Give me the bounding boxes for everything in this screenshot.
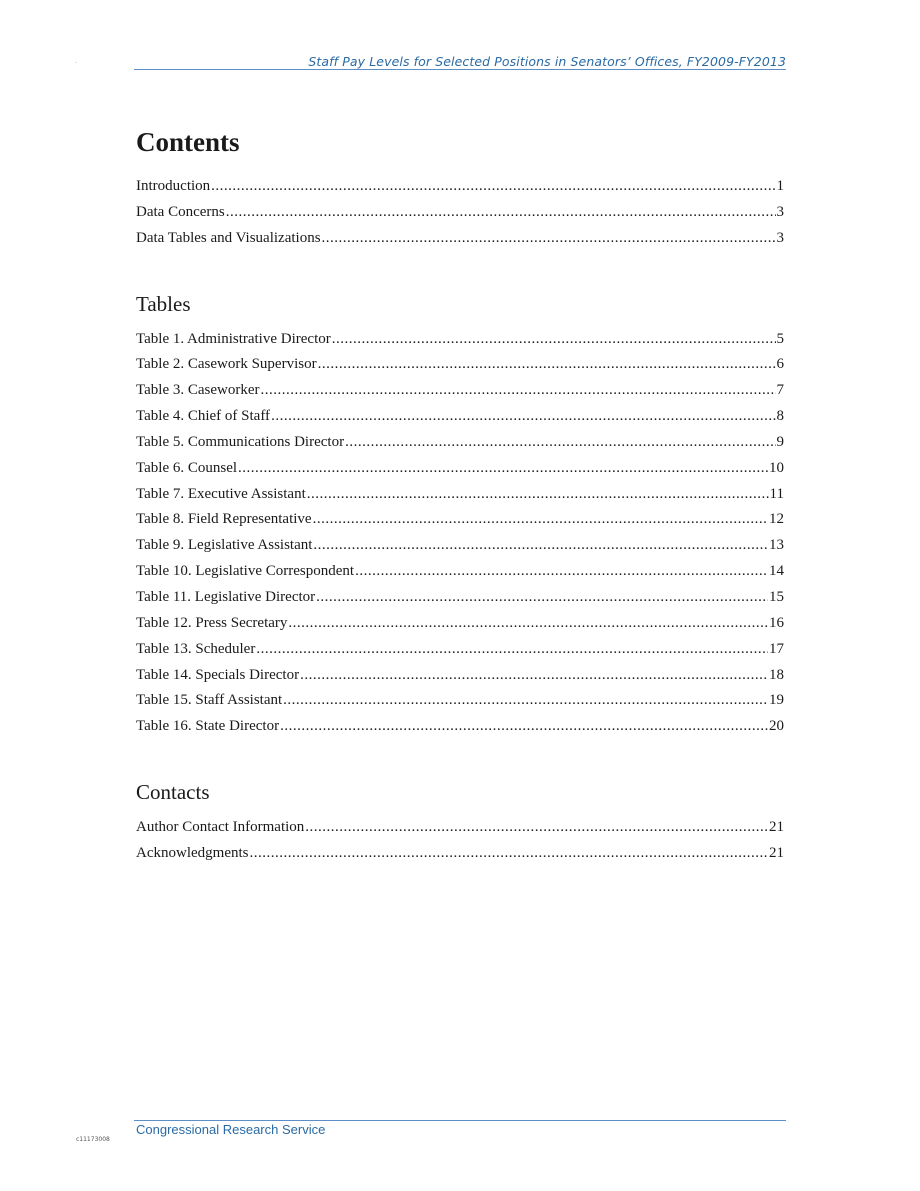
toc-entry[interactable] bbox=[136, 559, 784, 585]
dot-leader bbox=[300, 663, 768, 689]
dot-leader bbox=[261, 378, 776, 404]
tables-section bbox=[136, 290, 784, 741]
toc-entry[interactable] bbox=[136, 611, 784, 637]
toc-entry[interactable] bbox=[136, 585, 784, 611]
contacts-list bbox=[136, 815, 784, 867]
toc-entry-page-number: 6 bbox=[776, 356, 784, 373]
toc-entry[interactable] bbox=[136, 352, 784, 378]
dot-leader bbox=[238, 456, 768, 482]
toc-entry-label: Table 13. Scheduler bbox=[136, 640, 256, 657]
toc-entry-label: Table 10. Legislative Correspondent bbox=[136, 563, 355, 580]
dot-leader bbox=[288, 611, 768, 637]
toc-entry-label: Data Tables and Visualizations bbox=[136, 229, 321, 246]
toc-entry-page-number: 11 bbox=[769, 485, 784, 502]
document-code: c11173008 bbox=[76, 1136, 110, 1143]
toc-entry[interactable] bbox=[136, 200, 784, 226]
toc-entry[interactable] bbox=[136, 714, 784, 740]
toc-entry-page-number: 21 bbox=[769, 844, 784, 861]
toc-entry[interactable] bbox=[136, 815, 784, 841]
dot-leader bbox=[280, 714, 768, 740]
toc-entry-page-number: 7 bbox=[776, 382, 784, 399]
toc-entry-label: Table 4. Chief of Staff bbox=[136, 408, 271, 425]
toc-entry-page-number: 9 bbox=[776, 433, 784, 450]
dot-leader bbox=[313, 533, 768, 559]
contents-heading: Contents bbox=[136, 127, 240, 157]
contacts-section bbox=[136, 778, 784, 867]
toc-entry-label: Table 5. Communications Director bbox=[136, 433, 345, 450]
toc-entry-page-number: 17 bbox=[769, 640, 784, 657]
contents-section bbox=[136, 120, 784, 252]
toc-entry-label: Table 14. Specials Director bbox=[136, 666, 300, 683]
header-divider bbox=[134, 69, 786, 70]
toc-entry[interactable] bbox=[136, 841, 784, 867]
toc-entry[interactable] bbox=[136, 533, 784, 559]
toc-entry[interactable] bbox=[136, 404, 784, 430]
dot-leader bbox=[249, 841, 768, 867]
toc-entry-page-number: 1 bbox=[776, 178, 784, 194]
dot-leader bbox=[318, 352, 776, 378]
toc-entry[interactable] bbox=[136, 226, 784, 252]
toc-entry[interactable] bbox=[136, 507, 784, 533]
toc-entry-page-number: 12 bbox=[769, 511, 784, 528]
toc-entry-label: Introduction bbox=[136, 178, 211, 194]
toc-entry-label: Author Contact Information bbox=[136, 819, 305, 836]
toc-entry-page-number: 13 bbox=[769, 537, 784, 554]
toc-entry[interactable] bbox=[136, 174, 784, 200]
dot-leader bbox=[256, 637, 768, 663]
toc-entry-page-number: 3 bbox=[776, 229, 784, 246]
toc-entry[interactable] bbox=[136, 482, 784, 508]
toc-entry-page-number: 15 bbox=[769, 588, 784, 605]
toc-entry-label: Table 15. Staff Assistant bbox=[136, 692, 283, 709]
toc-entry[interactable] bbox=[136, 430, 784, 456]
page-marker: · bbox=[75, 60, 77, 67]
dot-leader bbox=[307, 482, 769, 508]
dot-leader bbox=[345, 430, 775, 456]
toc-entry[interactable] bbox=[136, 688, 784, 714]
toc-entry-label: Table 8. Field Representative bbox=[136, 511, 312, 528]
toc-entry-page-number: 3 bbox=[776, 203, 784, 220]
toc-entry-label: Table 16. State Director bbox=[136, 718, 280, 735]
toc-entry[interactable] bbox=[136, 663, 784, 689]
table-of-contents bbox=[136, 120, 784, 867]
dot-leader bbox=[305, 815, 768, 841]
contents-list bbox=[136, 174, 784, 252]
toc-entry-page-number: 14 bbox=[769, 563, 784, 580]
toc-entry-page-number: 5 bbox=[776, 330, 784, 347]
toc-entry[interactable] bbox=[136, 378, 784, 404]
toc-entry[interactable] bbox=[136, 637, 784, 663]
toc-entry-label: Table 12. Press Secretary bbox=[136, 614, 288, 631]
toc-entry-label: Table 9. Legislative Assistant bbox=[136, 537, 313, 554]
running-header: Staff Pay Levels for Selected Positions in Senators’ Offices, FY2009-FY2013 bbox=[308, 54, 786, 69]
footer-publisher: Congressional Research Service bbox=[136, 1122, 326, 1137]
dot-leader bbox=[283, 688, 768, 714]
toc-entry-label: Table 6. Counsel bbox=[136, 459, 238, 476]
dot-leader bbox=[332, 327, 776, 353]
contacts-heading: Contacts bbox=[136, 780, 210, 805]
toc-entry-label: Table 1. Administrative Director bbox=[136, 330, 331, 347]
dot-leader bbox=[271, 404, 775, 430]
toc-entry-label: Acknowledgments bbox=[136, 844, 249, 861]
toc-entry-page-number: 10 bbox=[769, 459, 784, 476]
footer-divider bbox=[134, 1120, 786, 1121]
toc-entry-page-number: 19 bbox=[769, 692, 784, 709]
toc-entry-page-number: 16 bbox=[769, 614, 784, 631]
toc-entry-label: Table 2. Casework Supervisor bbox=[136, 356, 317, 373]
tables-list bbox=[136, 327, 784, 741]
toc-entry-page-number: 20 bbox=[769, 718, 784, 735]
dot-leader bbox=[211, 174, 775, 200]
toc-entry-label: Table 3. Caseworker bbox=[136, 382, 260, 399]
tables-heading: Tables bbox=[136, 291, 191, 316]
dot-leader bbox=[226, 200, 776, 226]
toc-entry-page-number: 21 bbox=[769, 819, 784, 836]
dot-leader bbox=[316, 585, 768, 611]
toc-entry-label: Table 7. Executive Assistant bbox=[136, 485, 306, 502]
toc-entry[interactable] bbox=[136, 327, 784, 353]
toc-entry-page-number: 18 bbox=[769, 666, 784, 683]
toc-entry[interactable] bbox=[136, 456, 784, 482]
dot-leader bbox=[313, 507, 768, 533]
toc-entry-label: Table 11. Legislative Director bbox=[136, 588, 316, 605]
dot-leader bbox=[355, 559, 768, 585]
dot-leader bbox=[322, 226, 776, 252]
toc-entry-page-number: 8 bbox=[776, 408, 784, 425]
toc-entry-label: Data Concerns bbox=[136, 203, 225, 220]
